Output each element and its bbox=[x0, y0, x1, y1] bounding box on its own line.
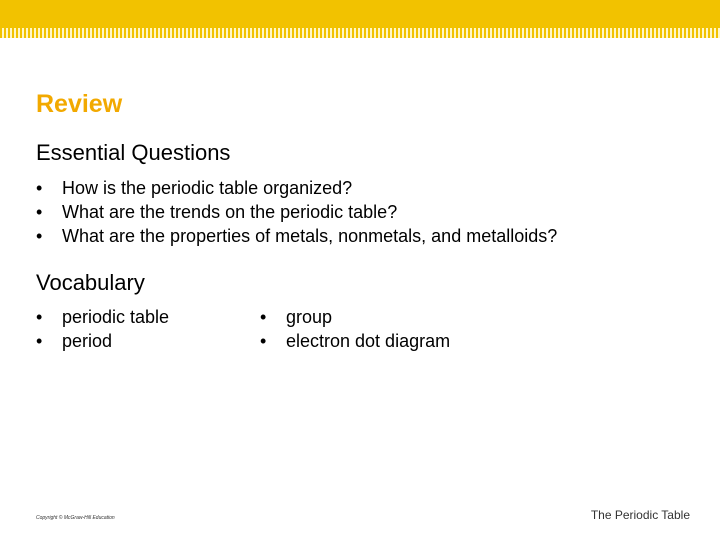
list-item bbox=[36, 200, 557, 224]
bullet-icon: • bbox=[36, 331, 43, 351]
list-item bbox=[36, 305, 169, 329]
footer-title: The Periodic Table bbox=[590, 508, 690, 522]
copyright-notice: Copyright © McGraw-Hill Education bbox=[36, 515, 115, 521]
bullet-icon: • bbox=[36, 226, 43, 246]
question-text: What are the properties of metals, nonmetals, and metalloids? bbox=[62, 226, 558, 246]
vocab-term: period bbox=[62, 331, 113, 351]
list-item bbox=[36, 224, 557, 248]
bullet-icon: • bbox=[260, 307, 267, 327]
top-banner bbox=[0, 0, 720, 28]
vocabulary-list-right bbox=[260, 305, 450, 353]
list-item bbox=[260, 305, 450, 329]
question-text: How is the periodic table organized? bbox=[62, 178, 353, 198]
essential-questions-heading: Essential Questions bbox=[36, 140, 231, 165]
vocabulary-list-left bbox=[36, 305, 169, 353]
banner-stripes bbox=[0, 28, 720, 38]
vocabulary-heading: Vocabulary bbox=[36, 270, 145, 295]
question-text: What are the trends on the periodic table? bbox=[62, 202, 398, 222]
slide-title: Review bbox=[36, 90, 123, 118]
essential-questions-list bbox=[36, 176, 557, 248]
vocab-term: electron dot diagram bbox=[286, 331, 451, 351]
bullet-icon: • bbox=[36, 178, 43, 198]
bullet-icon: • bbox=[36, 202, 43, 222]
list-item bbox=[36, 176, 557, 200]
vocab-term: group bbox=[286, 307, 333, 327]
list-item bbox=[36, 329, 169, 353]
vocab-term: periodic table bbox=[62, 307, 170, 327]
bullet-icon: • bbox=[36, 307, 43, 327]
list-item bbox=[260, 329, 450, 353]
bullet-icon: • bbox=[260, 331, 267, 351]
